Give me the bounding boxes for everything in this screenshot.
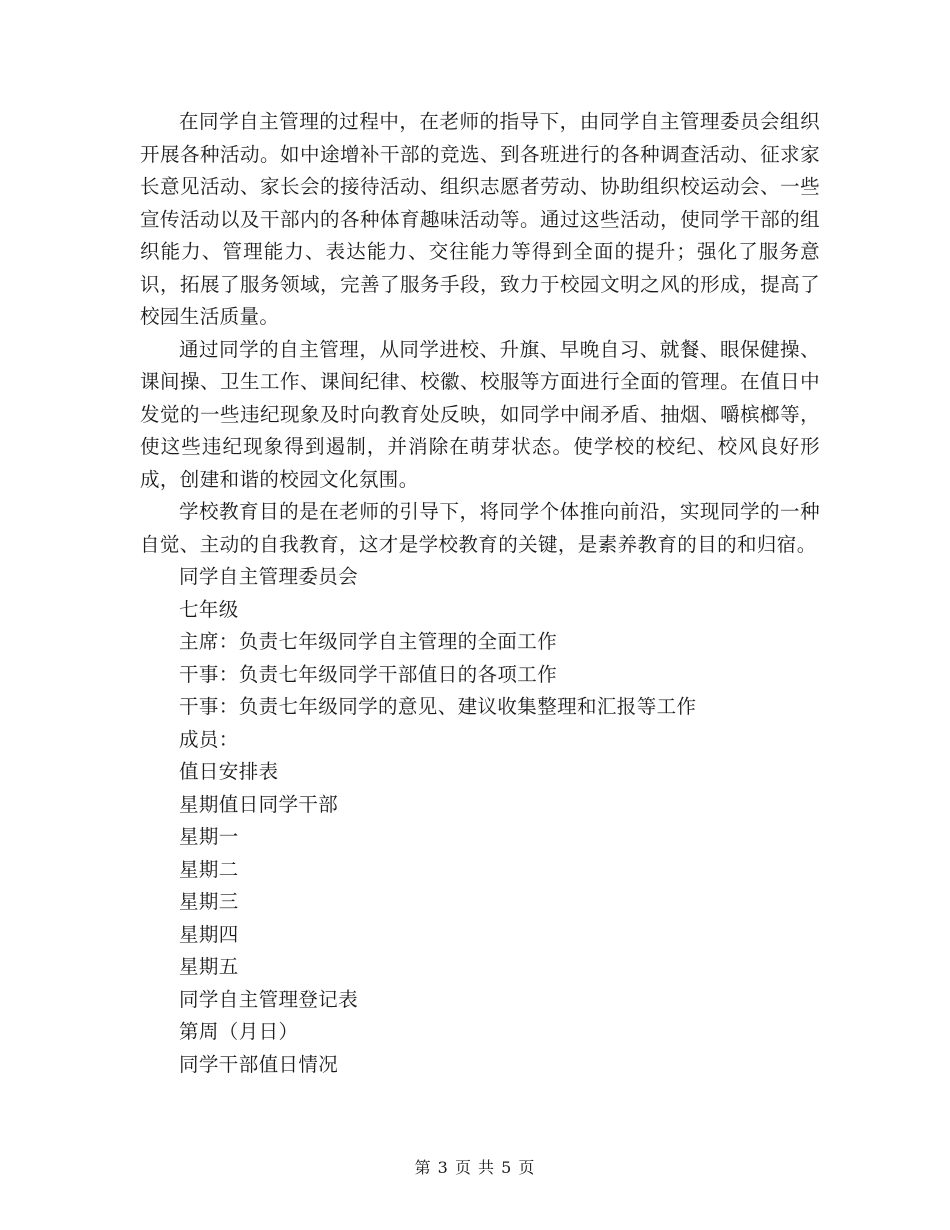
paragraph-education-goal: 学校教育目的是在老师的引导下，将同学个体推向前沿，实现同学的一种自觉、主动的自我教育，这才是学校教育的关键，是素养教育的目的和归宿。 [140,500,820,556]
document-body [140,106,820,1081]
officer-duty-2: 干事：负责七年级同学的意见、建议收集整理和汇报等工作 [179,695,697,718]
schedule-header: 星期值日同学干部 [179,792,339,816]
members-label: 成员： [179,727,239,751]
weekday-wednesday: 星期三 [179,890,239,913]
paragraph-activities: 在同学自主管理的过程中，在老师的指导下，由同学自主管理委员会组织开展各种活动。如中途增补干部的竞选、到各班进行的各种调查活动、征求家长意见活动、家长会的接待活动、组织志愿者劳动、协助组织校运动会、一些宣传活动以及干部内的各种体育趣味活动等。通过这些活动，使同学干部的组织能力、管理能力、表达能力、交往能力等得到全面的提升；强化了服务意识，拓展了服务领域，完善了服务手段，致力于校园文明之风的形成，提高了校园生活质量。 [140,110,820,328]
weekday-monday: 星期一 [179,825,239,848]
committee-title: 同学自主管理委员会 [179,565,359,588]
paragraph-management: 通过同学的自主管理，从同学进校、升旗、早晚自习、就餐、眼保健操、课间操、卫生工作、课间纪律、校徽、校服等方面进行全面的管理。在值日中发觉的一些违纪现象及时向教育处反映，如同学中闹矛盾、抽烟、嚼槟榔等，使这些违纪现象得到遏制，并消除在萌芽状态。使学校的校纪、校风良好形成，创建和谐的校园文化氛围。 [140,337,820,491]
chairman-duty: 主席：负责七年级同学自主管理的全面工作 [179,630,558,653]
grade-label: 七年级 [179,597,239,621]
officer-duty-1: 干事：负责七年级同学干部值日的各项工作 [179,662,558,686]
weekday-tuesday: 星期二 [179,857,239,881]
duty-status-label: 同学干部值日情况 [179,1052,339,1076]
register-title: 同学自主管理登记表 [179,987,359,1011]
weekday-thursday: 星期四 [179,922,239,946]
week-date-label: 第周（月日） [179,1020,299,1043]
weekday-friday: 星期五 [179,955,239,978]
page-number-footer: 第 3 页 共 5 页 [414,1158,536,1177]
duty-schedule-title: 值日安排表 [179,760,279,783]
